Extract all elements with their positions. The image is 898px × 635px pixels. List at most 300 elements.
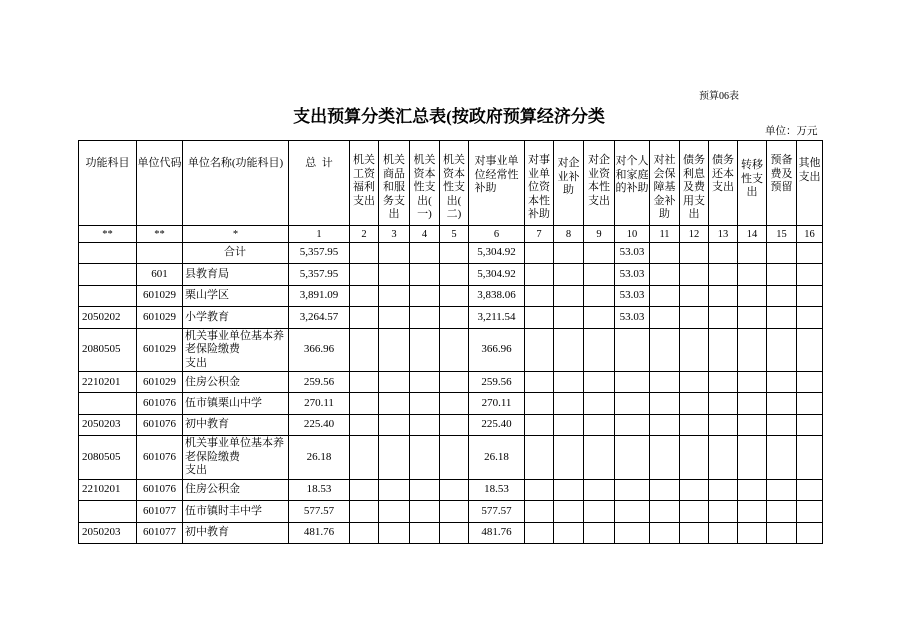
- cell-enterprise-capital: [584, 264, 615, 285]
- cell-social-security-fund-subsidy: [650, 264, 680, 285]
- cell-enterprise-capital: [584, 522, 615, 543]
- cell-transfer-expenditure: [738, 372, 767, 393]
- cell-enterprise-subsidy: [554, 243, 584, 264]
- cell-unit-name: 初中教育: [183, 522, 289, 543]
- header-label: 对事业单位资本性补助: [528, 154, 550, 220]
- cell-debt-principal: [709, 372, 738, 393]
- cell-transfer-expenditure: [738, 522, 767, 543]
- cell-unit-code: [137, 243, 183, 264]
- header-total: [289, 141, 350, 226]
- cell-debt-interest-fees: [680, 393, 709, 414]
- header-label: 功能科目: [85, 157, 130, 169]
- cell-institution-capital-subsidy: [525, 501, 554, 522]
- cell-enterprise-subsidy: [554, 372, 584, 393]
- table-row: [79, 393, 823, 414]
- cell-institution-regular-subsidy: 366.96: [469, 328, 525, 372]
- table-row: [79, 264, 823, 285]
- header-institution-regular-subsidy: [469, 141, 525, 226]
- colnum-unit-name: *: [183, 226, 289, 243]
- cell-other-expenditure: [797, 501, 823, 522]
- cell-agency-wages-welfare: [350, 479, 379, 500]
- colnum-enterprise-capital: 9: [584, 226, 615, 243]
- cell-institution-capital-subsidy: [525, 243, 554, 264]
- cell-transfer-expenditure: [738, 414, 767, 435]
- cell-institution-regular-subsidy: 577.57: [469, 501, 525, 522]
- cell-agency-goods-services: [379, 479, 410, 500]
- colnum-agency-goods-services: 3: [379, 226, 410, 243]
- cell-enterprise-subsidy: [554, 285, 584, 306]
- cell-agency-capital-1: [410, 328, 440, 372]
- column-number-row: [79, 226, 823, 243]
- cell-total: 481.76: [289, 522, 350, 543]
- cell-agency-capital-2: [440, 393, 469, 414]
- cell-other-expenditure: [797, 243, 823, 264]
- table-body: [79, 243, 823, 544]
- table-row: [79, 414, 823, 435]
- colnum-institution-capital-subsidy: 7: [525, 226, 554, 243]
- header-debt-interest-fees: [680, 141, 709, 226]
- cell-unit-name: 县教育局: [183, 264, 289, 285]
- cell-agency-goods-services: [379, 501, 410, 522]
- colnum-debt-principal: 13: [709, 226, 738, 243]
- header-row: [79, 141, 823, 226]
- cell-unit-code: 601029: [137, 328, 183, 372]
- cell-total: 18.53: [289, 479, 350, 500]
- cell-reserve-fund: [767, 285, 797, 306]
- cell-household-subsidy: [615, 328, 650, 372]
- cell-household-subsidy: [615, 522, 650, 543]
- cell-unit-name: 初中教育: [183, 414, 289, 435]
- cell-agency-goods-services: [379, 243, 410, 264]
- cell-agency-capital-1: [410, 264, 440, 285]
- cell-function-code: [79, 501, 137, 522]
- cell-function-code: [79, 393, 137, 414]
- header-label: 机关资本性支出(一): [413, 154, 436, 220]
- cell-total: 270.11: [289, 393, 350, 414]
- cell-agency-goods-services: [379, 328, 410, 372]
- cell-debt-interest-fees: [680, 307, 709, 328]
- cell-function-code: 2050202: [79, 307, 137, 328]
- header-label: 债务利息及费用支出: [683, 154, 705, 220]
- cell-unit-code: 601077: [137, 522, 183, 543]
- cell-institution-regular-subsidy: 26.18: [469, 436, 525, 480]
- cell-debt-principal: [709, 414, 738, 435]
- table-row: [79, 372, 823, 393]
- cell-debt-principal: [709, 522, 738, 543]
- document-title: 支出预算分类汇总表(按政府预算经济分类: [293, 107, 605, 126]
- cell-reserve-fund: [767, 393, 797, 414]
- cell-agency-capital-2: [440, 414, 469, 435]
- cell-institution-capital-subsidy: [525, 479, 554, 500]
- cell-enterprise-capital: [584, 285, 615, 306]
- cell-transfer-expenditure: [738, 393, 767, 414]
- cell-debt-interest-fees: [680, 285, 709, 306]
- cell-enterprise-capital: [584, 479, 615, 500]
- cell-debt-interest-fees: [680, 414, 709, 435]
- cell-agency-capital-1: [410, 501, 440, 522]
- cell-social-security-fund-subsidy: [650, 436, 680, 480]
- cell-enterprise-capital: [584, 393, 615, 414]
- cell-unit-name: 小学教育: [183, 307, 289, 328]
- colnum-unit-code: **: [137, 226, 183, 243]
- summary-row: [79, 243, 823, 264]
- cell-enterprise-capital: [584, 307, 615, 328]
- cell-agency-goods-services: [379, 285, 410, 306]
- cell-debt-principal: [709, 307, 738, 328]
- cell-institution-capital-subsidy: [525, 285, 554, 306]
- cell-debt-interest-fees: [680, 522, 709, 543]
- header-unit-name: [183, 141, 289, 226]
- cell-debt-interest-fees: [680, 243, 709, 264]
- header-social-security-fund-subsidy: [650, 141, 680, 226]
- cell-enterprise-capital: [584, 436, 615, 480]
- cell-reserve-fund: [767, 307, 797, 328]
- cell-debt-interest-fees: [680, 479, 709, 500]
- header-unit-code: [137, 141, 183, 226]
- header-institution-capital-subsidy: [525, 141, 554, 226]
- cell-enterprise-capital: [584, 243, 615, 264]
- cell-institution-capital-subsidy: [525, 307, 554, 328]
- cell-institution-regular-subsidy: 259.56: [469, 372, 525, 393]
- cell-household-subsidy: [615, 479, 650, 500]
- cell-agency-goods-services: [379, 372, 410, 393]
- cell-household-subsidy: [615, 436, 650, 480]
- header-agency-capital-1: [410, 141, 440, 226]
- colnum-function-code: **: [79, 226, 137, 243]
- table-row: [79, 501, 823, 522]
- cell-institution-capital-subsidy: [525, 522, 554, 543]
- header-household-subsidy: [615, 141, 650, 226]
- header-label: 机关工资福利支出: [353, 154, 375, 207]
- cell-enterprise-subsidy: [554, 414, 584, 435]
- cell-unit-code: 601029: [137, 307, 183, 328]
- cell-other-expenditure: [797, 393, 823, 414]
- colnum-enterprise-subsidy: 8: [554, 226, 584, 243]
- cell-agency-capital-1: [410, 243, 440, 264]
- table-header: [79, 141, 823, 243]
- cell-function-code: 2080505: [79, 328, 137, 372]
- cell-agency-capital-2: [440, 243, 469, 264]
- cell-agency-goods-services: [379, 264, 410, 285]
- header-label: 对企业资本性支出: [588, 154, 610, 207]
- cell-enterprise-subsidy: [554, 264, 584, 285]
- cell-social-security-fund-subsidy: [650, 285, 680, 306]
- header-label: 转移性支出: [741, 159, 763, 198]
- cell-household-subsidy: [615, 372, 650, 393]
- cell-transfer-expenditure: [738, 328, 767, 372]
- cell-agency-capital-1: [410, 414, 440, 435]
- header-label: 单位名称(功能科目): [187, 157, 284, 169]
- cell-agency-goods-services: [379, 307, 410, 328]
- cell-unit-code: 601077: [137, 501, 183, 522]
- cell-unit-name: 住房公积金: [183, 479, 289, 500]
- cell-agency-capital-1: [410, 285, 440, 306]
- cell-function-code: 2050203: [79, 414, 137, 435]
- header-enterprise-subsidy: [554, 141, 584, 226]
- cell-institution-capital-subsidy: [525, 328, 554, 372]
- cell-household-subsidy: 53.03: [615, 307, 650, 328]
- cell-unit-code: 601076: [137, 479, 183, 500]
- cell-reserve-fund: [767, 479, 797, 500]
- cell-agency-capital-1: [410, 522, 440, 543]
- cell-agency-goods-services: [379, 436, 410, 480]
- cell-unit-name: 住房公积金: [183, 372, 289, 393]
- colnum-total: 1: [289, 226, 350, 243]
- cell-debt-interest-fees: [680, 436, 709, 480]
- cell-agency-wages-welfare: [350, 243, 379, 264]
- cell-social-security-fund-subsidy: [650, 501, 680, 522]
- unit-label: 单位：万元: [765, 126, 818, 137]
- cell-function-code: 2210201: [79, 372, 137, 393]
- cell-debt-principal: [709, 285, 738, 306]
- cell-total: 225.40: [289, 414, 350, 435]
- cell-unit-code: 601076: [137, 414, 183, 435]
- header-transfer-expenditure: [738, 141, 767, 226]
- cell-debt-interest-fees: [680, 501, 709, 522]
- colnum-agency-capital-1: 4: [410, 226, 440, 243]
- cell-reserve-fund: [767, 414, 797, 435]
- cell-other-expenditure: [797, 522, 823, 543]
- cell-reserve-fund: [767, 372, 797, 393]
- cell-function-code: 2050203: [79, 522, 137, 543]
- cell-enterprise-subsidy: [554, 522, 584, 543]
- header-label: 对社会保障基金补助: [653, 154, 676, 220]
- cell-social-security-fund-subsidy: [650, 243, 680, 264]
- cell-institution-regular-subsidy: 270.11: [469, 393, 525, 414]
- budget-table: [78, 140, 823, 544]
- header-reserve-fund: [767, 141, 797, 226]
- cell-enterprise-subsidy: [554, 328, 584, 372]
- cell-institution-regular-subsidy: 5,304.92: [469, 264, 525, 285]
- cell-enterprise-subsidy: [554, 479, 584, 500]
- cell-agency-wages-welfare: [350, 285, 379, 306]
- cell-other-expenditure: [797, 264, 823, 285]
- cell-agency-capital-2: [440, 285, 469, 306]
- cell-institution-regular-subsidy: 5,304.92: [469, 243, 525, 264]
- header-label: 其他支出: [798, 157, 821, 183]
- cell-institution-capital-subsidy: [525, 372, 554, 393]
- cell-agency-wages-welfare: [350, 372, 379, 393]
- cell-enterprise-capital: [584, 501, 615, 522]
- header-label: 单位代码: [137, 157, 182, 169]
- cell-institution-capital-subsidy: [525, 436, 554, 480]
- cell-transfer-expenditure: [738, 243, 767, 264]
- cell-institution-capital-subsidy: [525, 264, 554, 285]
- cell-social-security-fund-subsidy: [650, 479, 680, 500]
- cell-agency-capital-1: [410, 393, 440, 414]
- cell-function-code: [79, 285, 137, 306]
- header-enterprise-capital: [584, 141, 615, 226]
- header-agency-capital-2: [440, 141, 469, 226]
- cell-agency-capital-2: [440, 264, 469, 285]
- cell-enterprise-subsidy: [554, 501, 584, 522]
- cell-social-security-fund-subsidy: [650, 328, 680, 372]
- cell-unit-name: 栗山学区: [183, 285, 289, 306]
- cell-debt-interest-fees: [680, 328, 709, 372]
- cell-household-subsidy: [615, 393, 650, 414]
- cell-unit-name: 合计: [183, 243, 289, 264]
- cell-total: 3,891.09: [289, 285, 350, 306]
- cell-enterprise-capital: [584, 328, 615, 372]
- header-label: 总 计: [305, 157, 333, 169]
- cell-reserve-fund: [767, 264, 797, 285]
- cell-agency-goods-services: [379, 522, 410, 543]
- cell-agency-capital-2: [440, 501, 469, 522]
- cell-total: 366.96: [289, 328, 350, 372]
- cell-agency-wages-welfare: [350, 393, 379, 414]
- table-row: [79, 307, 823, 328]
- cell-debt-principal: [709, 501, 738, 522]
- header-function-code: [79, 141, 137, 226]
- colnum-other-expenditure: 16: [797, 226, 823, 243]
- cell-institution-capital-subsidy: [525, 414, 554, 435]
- colnum-debt-interest-fees: 12: [680, 226, 709, 243]
- table-row: [79, 328, 823, 372]
- cell-agency-wages-welfare: [350, 501, 379, 522]
- cell-debt-principal: [709, 243, 738, 264]
- cell-agency-wages-welfare: [350, 264, 379, 285]
- cell-unit-code: 601076: [137, 436, 183, 480]
- cell-total: 5,357.95: [289, 243, 350, 264]
- table-row: [79, 522, 823, 543]
- header-agency-goods-services: [379, 141, 410, 226]
- cell-reserve-fund: [767, 501, 797, 522]
- cell-agency-wages-welfare: [350, 436, 379, 480]
- cell-debt-interest-fees: [680, 264, 709, 285]
- cell-transfer-expenditure: [738, 264, 767, 285]
- cell-total: 3,264.57: [289, 307, 350, 328]
- table-row: [79, 285, 823, 306]
- cell-agency-wages-welfare: [350, 307, 379, 328]
- cell-enterprise-capital: [584, 372, 615, 393]
- cell-reserve-fund: [767, 436, 797, 480]
- cell-agency-capital-2: [440, 522, 469, 543]
- header-label: 对个人和家庭的补助: [615, 155, 649, 194]
- cell-reserve-fund: [767, 243, 797, 264]
- cell-unit-code: 601029: [137, 372, 183, 393]
- cell-reserve-fund: [767, 328, 797, 372]
- cell-social-security-fund-subsidy: [650, 522, 680, 543]
- cell-agency-capital-2: [440, 328, 469, 372]
- cell-agency-wages-welfare: [350, 522, 379, 543]
- cell-social-security-fund-subsidy: [650, 307, 680, 328]
- cell-function-code: [79, 243, 137, 264]
- cell-institution-capital-subsidy: [525, 393, 554, 414]
- header-label: 对企业补助: [557, 157, 580, 196]
- cell-enterprise-capital: [584, 414, 615, 435]
- table-row: [79, 479, 823, 500]
- cell-enterprise-subsidy: [554, 436, 584, 480]
- colnum-household-subsidy: 10: [615, 226, 650, 243]
- cell-agency-wages-welfare: [350, 328, 379, 372]
- cell-social-security-fund-subsidy: [650, 393, 680, 414]
- cell-agency-wages-welfare: [350, 414, 379, 435]
- cell-institution-regular-subsidy: 3,838.06: [469, 285, 525, 306]
- cell-total: 5,357.95: [289, 264, 350, 285]
- header-other-expenditure: [797, 141, 823, 226]
- cell-household-subsidy: [615, 501, 650, 522]
- header-label: 机关商品和服务支出: [383, 154, 405, 220]
- cell-institution-regular-subsidy: 481.76: [469, 522, 525, 543]
- cell-debt-principal: [709, 264, 738, 285]
- cell-agency-goods-services: [379, 414, 410, 435]
- header-label: 预备费及预留: [770, 154, 793, 193]
- cell-social-security-fund-subsidy: [650, 414, 680, 435]
- cell-enterprise-subsidy: [554, 307, 584, 328]
- cell-other-expenditure: [797, 307, 823, 328]
- cell-unit-code: 601: [137, 264, 183, 285]
- colnum-social-security-fund-subsidy: 11: [650, 226, 680, 243]
- cell-agency-capital-2: [440, 307, 469, 328]
- cell-unit-code: 601029: [137, 285, 183, 306]
- cell-other-expenditure: [797, 436, 823, 480]
- cell-function-code: 2210201: [79, 479, 137, 500]
- cell-agency-capital-1: [410, 372, 440, 393]
- cell-agency-capital-1: [410, 436, 440, 480]
- cell-agency-capital-2: [440, 436, 469, 480]
- cell-total: 259.56: [289, 372, 350, 393]
- cell-other-expenditure: [797, 328, 823, 372]
- cell-unit-name: 机关事业单位基本养老保险缴费 支出: [183, 436, 289, 480]
- cell-unit-name: 机关事业单位基本养老保险缴费 支出: [183, 328, 289, 372]
- cell-transfer-expenditure: [738, 501, 767, 522]
- cell-debt-principal: [709, 328, 738, 372]
- header-agency-wages-welfare: [350, 141, 379, 226]
- cell-total: 577.57: [289, 501, 350, 522]
- cell-other-expenditure: [797, 372, 823, 393]
- cell-enterprise-subsidy: [554, 393, 584, 414]
- cell-debt-principal: [709, 393, 738, 414]
- cell-unit-name: 伍市镇栗山中学: [183, 393, 289, 414]
- header-debt-principal: [709, 141, 738, 226]
- cell-debt-principal: [709, 436, 738, 480]
- cell-agency-goods-services: [379, 393, 410, 414]
- cell-household-subsidy: 53.03: [615, 285, 650, 306]
- cell-other-expenditure: [797, 414, 823, 435]
- cell-agency-capital-2: [440, 479, 469, 500]
- cell-agency-capital-2: [440, 372, 469, 393]
- header-label: 债务还本支出: [712, 154, 734, 193]
- cell-total: 26.18: [289, 436, 350, 480]
- cell-social-security-fund-subsidy: [650, 372, 680, 393]
- cell-unit-code: 601076: [137, 393, 183, 414]
- cell-other-expenditure: [797, 285, 823, 306]
- cell-household-subsidy: [615, 414, 650, 435]
- cell-reserve-fund: [767, 522, 797, 543]
- cell-institution-regular-subsidy: 18.53: [469, 479, 525, 500]
- cell-household-subsidy: 53.03: [615, 243, 650, 264]
- colnum-reserve-fund: 15: [767, 226, 797, 243]
- table-row: [79, 436, 823, 480]
- cell-debt-interest-fees: [680, 372, 709, 393]
- cell-transfer-expenditure: [738, 479, 767, 500]
- cell-unit-name: 伍市镇时丰中学: [183, 501, 289, 522]
- colnum-agency-capital-2: 5: [440, 226, 469, 243]
- cell-transfer-expenditure: [738, 436, 767, 480]
- header-label: 机关资本性支出(二): [443, 154, 465, 220]
- colnum-transfer-expenditure: 14: [738, 226, 767, 243]
- cell-institution-regular-subsidy: 225.40: [469, 414, 525, 435]
- cell-agency-capital-1: [410, 479, 440, 500]
- colnum-institution-regular-subsidy: 6: [469, 226, 525, 243]
- cell-transfer-expenditure: [738, 307, 767, 328]
- cell-function-code: [79, 264, 137, 285]
- cell-function-code: 2080505: [79, 436, 137, 480]
- cell-transfer-expenditure: [738, 285, 767, 306]
- colnum-agency-wages-welfare: 2: [350, 226, 379, 243]
- cell-debt-principal: [709, 479, 738, 500]
- header-label: 对事业单位经常性补助: [474, 155, 519, 194]
